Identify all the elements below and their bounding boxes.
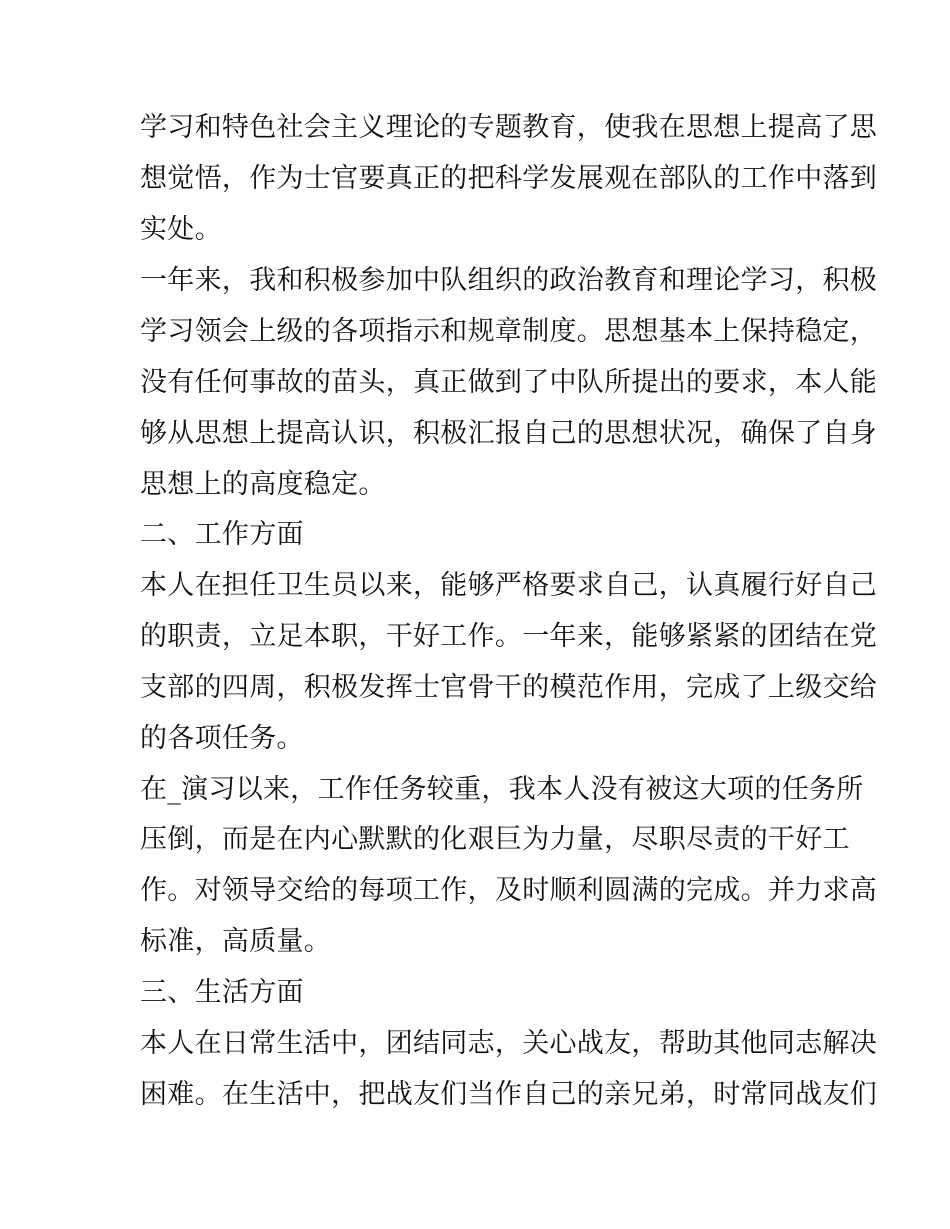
text-line: 想觉悟，作为士官要真正的把科学发展观在部队的工作中落到 <box>140 163 878 194</box>
text-line: 没有任何事故的苗头，真正做到了中队所提出的要求，本人能 <box>140 367 878 398</box>
text-line: 本人在担任卫生员以来，能够严格要求自己，认真履行好自己 <box>140 570 878 601</box>
text-line: 本人在日常生活中，团结同志，关心战友，帮助其他同志解决 <box>140 1028 878 1059</box>
text-line: 够从思想上提高认识，积极汇报自己的思想状况，确保了自身 <box>140 418 878 449</box>
text-line: 标准，高质量。 <box>140 926 332 957</box>
section-heading: 三、生活方面 <box>140 977 304 1008</box>
text-line: 的各项任务。 <box>140 723 304 754</box>
text-line: 支部的四周，积极发挥士官骨干的模范作用，完成了上级交给 <box>140 672 878 703</box>
text-line: 思想上的高度稳定。 <box>140 469 386 500</box>
text-line: 学习领会上级的各项指示和规章制度。思想基本上保持稳定， <box>140 316 878 347</box>
text-line: 一年来，我和积极参加中队组织的政治教育和理论学习，积极 <box>140 265 878 296</box>
text-line: 实处。 <box>140 214 222 245</box>
text-line: 在_演习以来，工作任务较重，我本人没有被这大项的任务所 <box>140 774 864 805</box>
text-line: 的职责，立足本职，干好工作。一年来，能够紧紧的团结在党 <box>140 621 878 652</box>
text-line: 作。对领导交给的每项工作，及时顺利圆满的完成。并力求高 <box>140 875 878 906</box>
text-line: 困难。在生活中，把战友们当作自己的亲兄弟，时常同战友们 <box>140 1079 878 1110</box>
section-heading: 二、工作方面 <box>140 519 304 550</box>
text-line: 学习和特色社会主义理论的专题教育，使我在思想上提高了思 <box>140 112 878 143</box>
text-line: 压倒，而是在内心默默的化艰巨为力量，尽职尽责的干好工 <box>140 824 850 855</box>
